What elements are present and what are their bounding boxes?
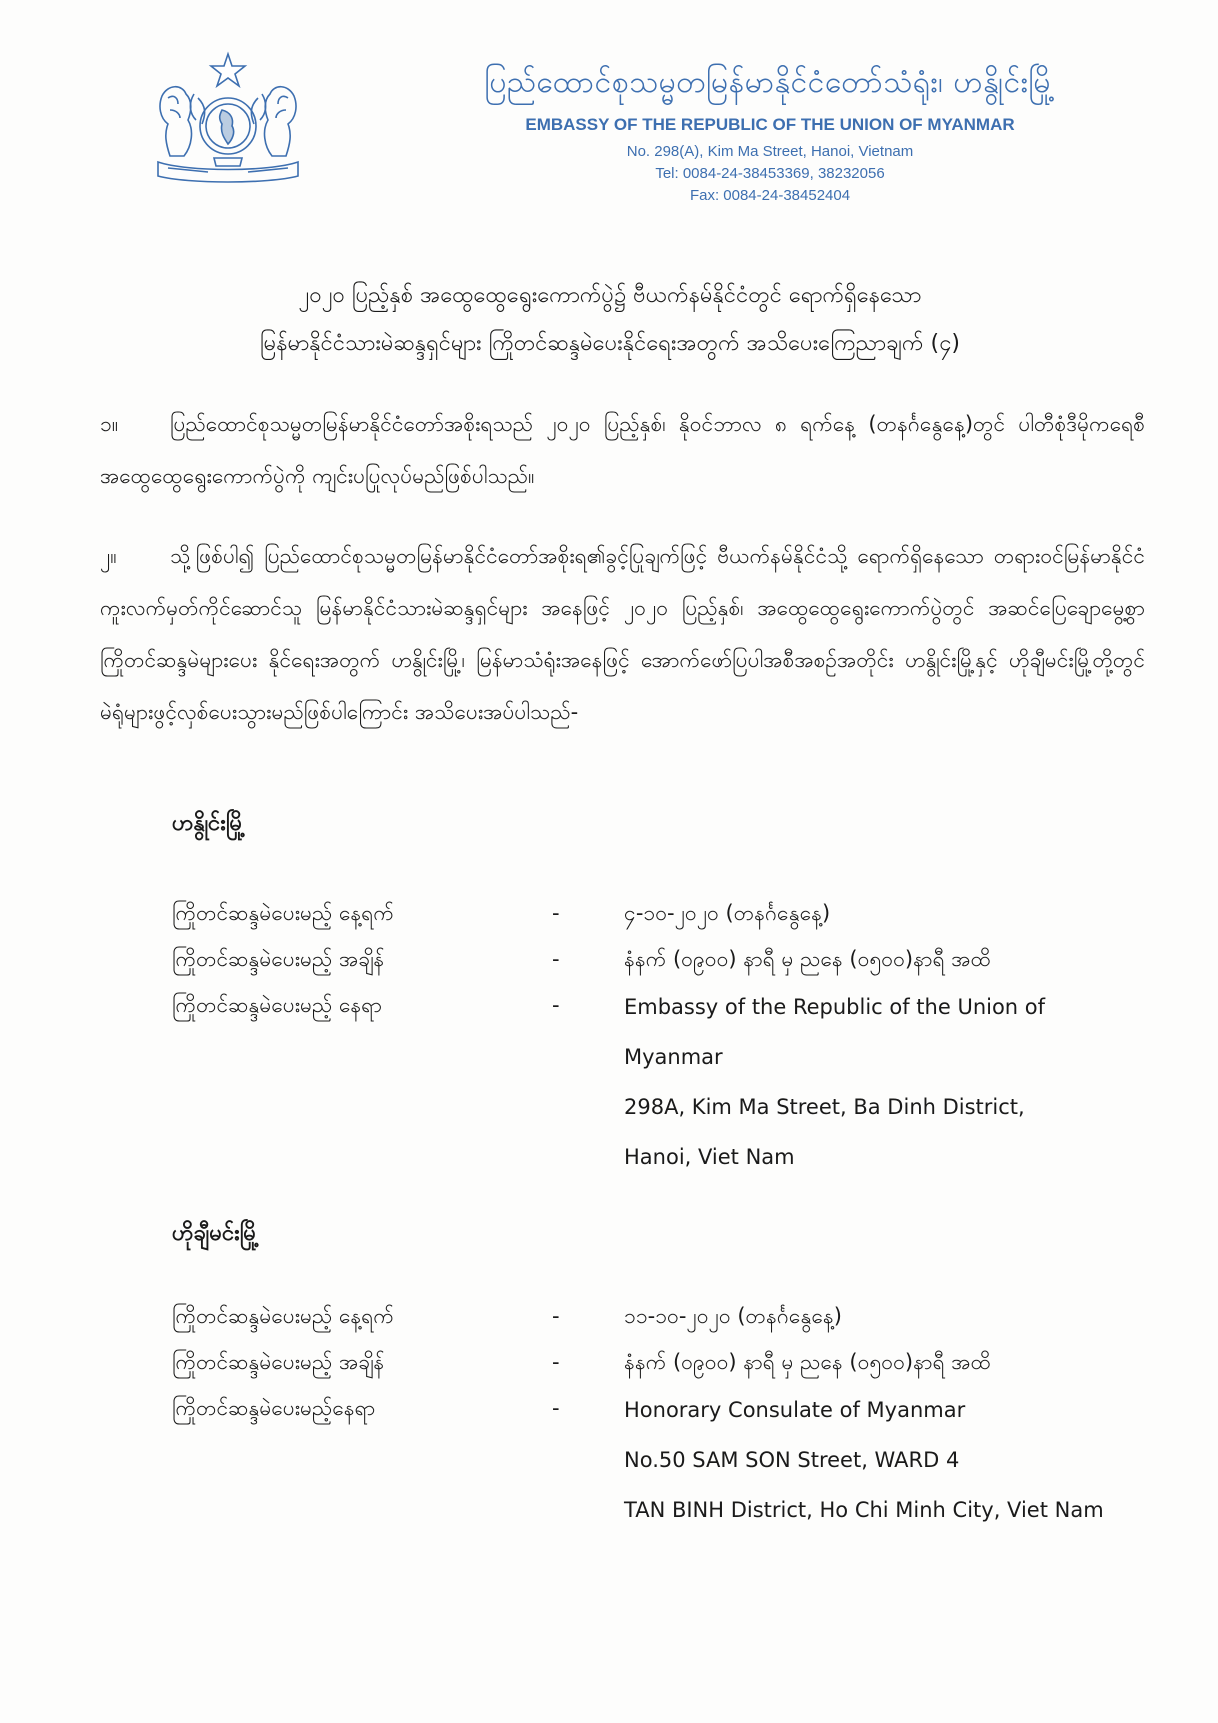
dash-separator: - bbox=[552, 901, 560, 925]
address-line: 298A, Kim Ma Street, Ba Dinh District, bbox=[624, 1095, 1025, 1119]
hcm-details bbox=[172, 1293, 1172, 1535]
letterhead bbox=[140, 40, 1100, 220]
state-seal-icon bbox=[148, 48, 308, 188]
dash-separator: - bbox=[552, 1304, 560, 1328]
time-value: နံနက် (၀၉၀၀) နာရီ မှ ညနေ (၀၅၀၀)နာရီ အထိ bbox=[624, 947, 991, 971]
paragraph-number: ၁။ bbox=[100, 412, 119, 436]
letterhead-text bbox=[430, 62, 1110, 207]
announcement-title bbox=[80, 272, 1140, 368]
dash-separator: - bbox=[552, 947, 560, 971]
date-label: ကြိုတင်ဆန္ဒမဲပေးမည့် နေ့ရက် bbox=[172, 1304, 394, 1328]
time-value: နံနက် (၀၉၀၀) နာရီ မှ ညနေ (၀၅၀၀)နာရီ အထိ bbox=[624, 1350, 991, 1374]
address-line: Honorary Consulate of Myanmar bbox=[624, 1398, 966, 1422]
embassy-fax: Fax: 0084-24-38452404 bbox=[689, 187, 851, 204]
place-label: ကြိုတင်ဆန္ဒမဲပေးမည့် နေရာ bbox=[172, 993, 382, 1017]
hcm-heading: ဟိုချီမင်းမြို့ bbox=[172, 1221, 260, 1246]
place-value bbox=[624, 1385, 1172, 1535]
hanoi-details bbox=[172, 890, 1172, 1182]
date-label: ကြိုတင်ဆန္ဒမဲပေးမည့် နေ့ရက် bbox=[172, 901, 394, 925]
paragraph-text: ပြည်ထောင်စုသမ္မတမြန်မာနိုင်ငံတော်အစိုးရသည် ၂၀၂၀ ပြည့်နှစ်၊ နိုဝင်ဘာလ ၈ ရက်နေ့ (တနင်္ဂနွေနေ့)တွင် ပါတီစုံဒီမိုကရေစီအထွေထွေရွေးကောက်ပွဲကို ကျင်းပပြုလုပ်မည်ဖြစ်ပါသည်။ bbox=[100, 412, 1145, 488]
date-value: ၄-၁၀-၂၀၂၀ (တနင်္ဂနွေနေ့) bbox=[624, 901, 831, 925]
place-label: ကြိုတင်ဆန္ဒမဲပေးမည့်နေရာ bbox=[172, 1396, 376, 1420]
address-line: Hanoi, Viet Nam bbox=[624, 1145, 795, 1169]
paragraph-1 bbox=[100, 398, 1145, 502]
hanoi-place-row bbox=[172, 982, 1172, 1182]
time-label: ကြိုတင်ဆန္ဒမဲပေးမည့် အချိန် bbox=[172, 947, 385, 971]
dash-separator: - bbox=[552, 1396, 560, 1420]
address-line: Embassy of the Republic of the Union of bbox=[624, 995, 1046, 1019]
address-line: TAN BINH District, Ho Chi Minh City, Viet Nam bbox=[624, 1498, 1104, 1522]
dash-separator: - bbox=[552, 1350, 560, 1374]
address-line: No.50 SAM SON Street, WARD 4 bbox=[624, 1448, 960, 1472]
dash-separator: - bbox=[552, 993, 560, 1017]
paragraph-2 bbox=[100, 530, 1145, 738]
title-line-1: ၂၀၂၀ ပြည့်နှစ် အထွေထွေရွေးကောက်ပွဲ၌ ဗီယက်နမ်နိုင်ငံတွင် ရောက်ရှိနေသော bbox=[298, 283, 922, 308]
embassy-name-english: EMBASSY OF THE REPUBLIC OF THE UNION OF MYANMAR bbox=[525, 115, 1015, 134]
title-line-2: မြန်မာနိုင်ငံသားမဲဆန္ဒရှင်များ ကြိုတင်ဆန္ဒမဲပေးနိုင်ရေးအတွက် အသိပေးကြေညာချက် (၄) bbox=[259, 331, 960, 356]
hcm-time-row bbox=[172, 1339, 1172, 1385]
address-line: Myanmar bbox=[624, 1045, 723, 1069]
embassy-address: No. 298(A), Kim Ma Street, Hanoi, Vietnam bbox=[626, 143, 914, 160]
paragraph-number: ၂။ bbox=[100, 544, 117, 568]
hcm-date-row bbox=[172, 1293, 1172, 1339]
hanoi-date-row bbox=[172, 890, 1172, 936]
date-value: ၁၁-၁၀-၂၀၂၀ (တနင်္ဂနွေနေ့) bbox=[624, 1304, 842, 1328]
paragraph-text: သို့ဖြစ်ပါ၍ ပြည်ထောင်စုသမ္မတမြန်မာနိုင်ငံတော်အစိုးရ၏ခွင့်ပြုချက်ဖြင့် ဗီယက်နမ်နိုင်ငံသို့ ရောက်ရှိနေသော တရားဝင်မြန်မာနိုင်ငံကူးလက်မှတ်ကိုင်ဆောင်သူ မြန်မာနိုင်ငံသားမဲဆန္ဒရှင်များ အနေဖြင့် ၂၀၂၀ ပြည့်နှစ်၊ အထွေထွေရွေးကောက်ပွဲတွင် အဆင်ပြေချောမွေ့စွာ ကြိုတင်ဆန္ဒမဲများပေး နိုင်ရေးအတွက် ဟနွိုင်းမြို့၊ မြန်မာသံရုံးအနေဖြင့် အောက်ဖော်ပြပါအစီအစဉ်အတိုင်း ဟနွိုင်းမြို့နှင့် ဟိုချီမင်းမြို့တို့တွင် မဲရုံများဖွင့်လှစ်ပေးသွားမည်ဖြစ်ပါကြောင်း အသိပေးအပ်ပါသည်- bbox=[100, 544, 1145, 724]
place-value bbox=[624, 982, 1172, 1182]
embassy-tel: Tel: 0084-24-38453369, 38232056 bbox=[655, 165, 885, 182]
hanoi-time-row bbox=[172, 936, 1172, 982]
embassy-name-myanmar: ပြည်ထောင်စုသမ္မတမြန်မာနိုင်ငံတော်သံရုံး၊ ဟနွိုင်းမြို့ bbox=[484, 65, 1056, 100]
time-label: ကြိုတင်ဆန္ဒမဲပေးမည့် အချိန် bbox=[172, 1350, 385, 1374]
hcm-place-row bbox=[172, 1385, 1172, 1535]
hanoi-heading: ဟနွိုင်းမြို့ bbox=[172, 811, 246, 836]
